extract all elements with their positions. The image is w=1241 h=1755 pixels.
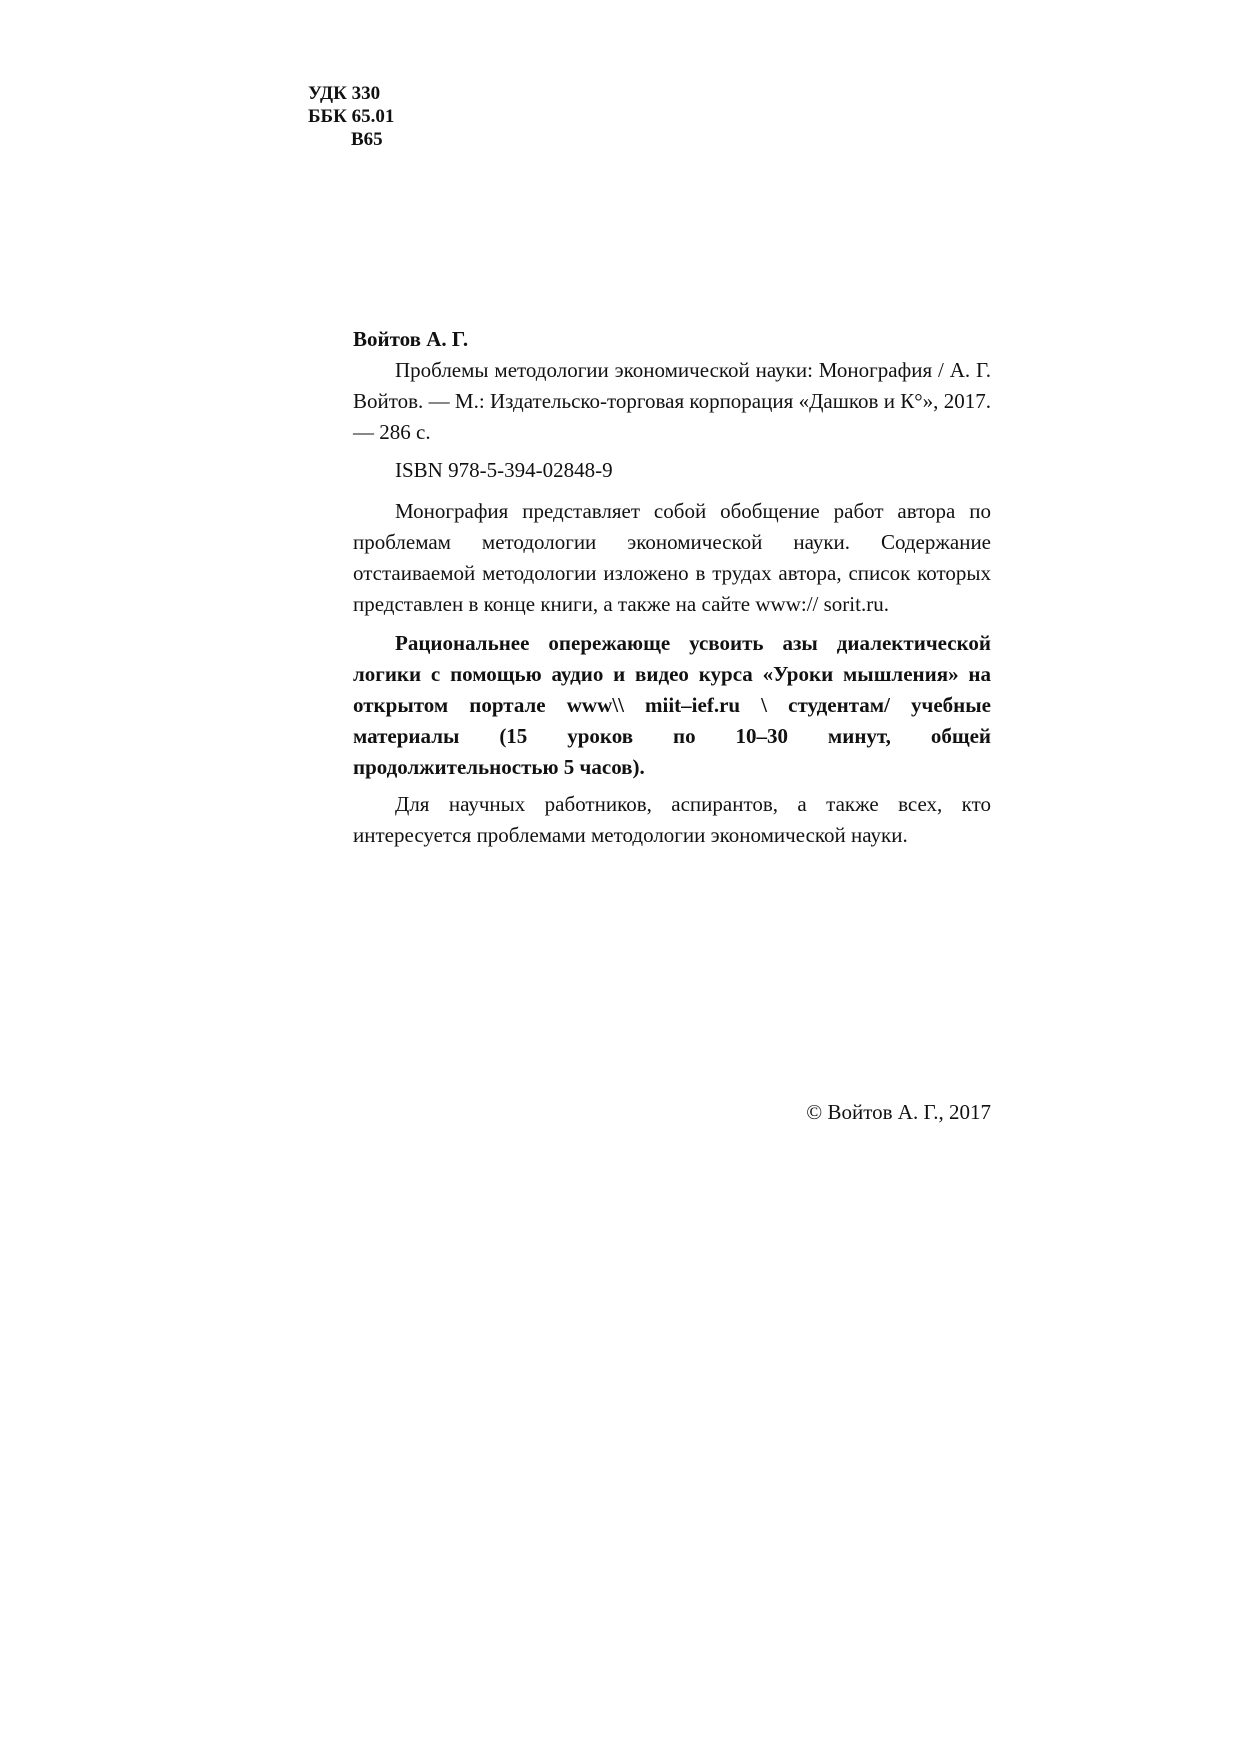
- author-mark: В65: [351, 129, 383, 150]
- annotation-paragraph: Монография представляет собой обобщение работ автора по проблемам методологии экономической науки. Содержание отстаиваемой методологии изложено в трудах автора, список которых представлен в конце книги, а также на сайте www:// sorit.ru.: [353, 499, 991, 616]
- bibliographic-record: Проблемы методологии экономической науки: Монография / А. Г. Войтов. — М.: Издательско-торговая корпорация «Дашков и К°», 2017. — 286 с.: [353, 358, 991, 444]
- audience-paragraph: Для научных работников, аспирантов, а также всех, кто интересуется проблемами методологии экономической науки.: [353, 792, 991, 847]
- copyright-notice: © Войтов А. Г., 2017: [806, 1100, 991, 1124]
- bbk-code: ББК 65.01: [308, 106, 395, 127]
- udk-code: УДК 330: [308, 83, 381, 104]
- author-heading: Войтов А. Г.: [353, 327, 469, 351]
- catalog-card: [353, 324, 991, 851]
- classification-block: [308, 82, 394, 151]
- isbn-line: ISBN 978-5-394-02848-9: [395, 458, 613, 482]
- course-note-paragraph: Рациональнее опережающе усвоить азы диалектической логики с помощью аудио и видео курса «Уроки мышления» на открытом портале www\\ miit–ief.ru \ студентам/ учебные материалы (15 уроков по 10–30 минут, общей продолжительностью 5 часов).: [353, 631, 991, 779]
